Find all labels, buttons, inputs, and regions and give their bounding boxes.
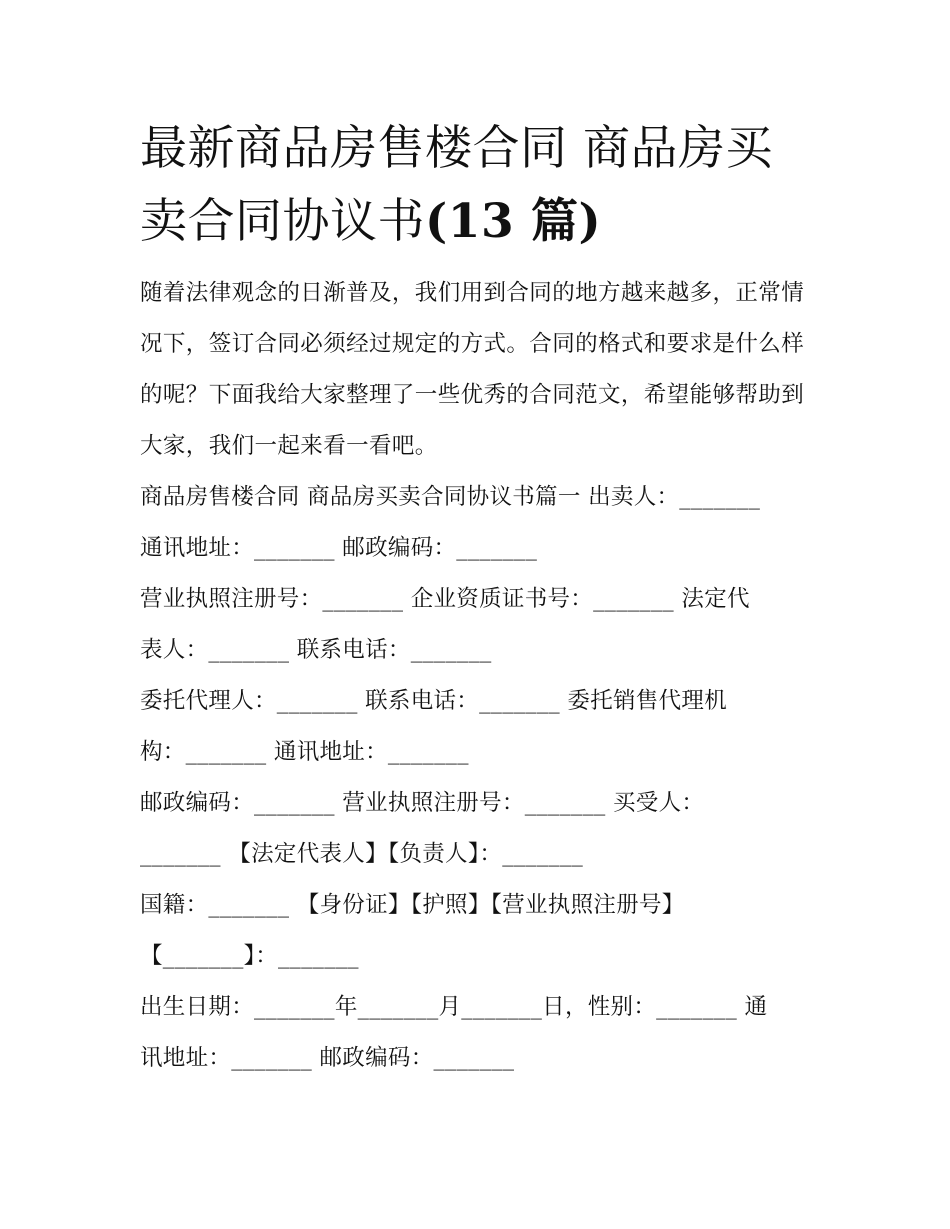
- document-page: [140, 112, 820, 1084]
- business-license-line: 营业执照注册号：_______ 企业资质证书号：_______ 法定代: [140, 586, 750, 612]
- intro-paragraph: 随着法律观念的日渐普及，我们用到合同的地方越来越多，正常情况下，签订合同必须经过规定的方式。合同的格式和要求是什么样的呢？下面我给大家整理了一些优秀的合同范文，希望能够帮助到大家，我们一起来看一看吧。: [140, 280, 805, 459]
- document-title: [140, 112, 820, 258]
- contract-fields: [140, 472, 820, 1084]
- agent-line: 委托代理人：_______ 联系电话：_______ 委托销售代理机: [140, 688, 728, 714]
- birth-date-line: 出生日期：_______年_______月_______日，性别：_______ 通: [140, 994, 768, 1020]
- buyer-rep-line: _______ 【法定代表人】【负责人】：_______: [140, 841, 584, 867]
- title-count: (13 篇): [425, 194, 602, 249]
- buyer-line: 邮政编码：_______ 营业执照注册号：_______ 买受人：: [140, 790, 705, 816]
- buyer-address-line: 讯地址：_______ 邮政编码：_______: [140, 1045, 515, 1071]
- seller-address-line: 通讯地址：_______ 邮政编码：_______: [140, 535, 538, 561]
- nationality-line: 国籍：_______ 【身份证】【护照】【营业执照注册号】: [140, 892, 685, 918]
- agency-address-line: 构：_______ 通讯地址：_______: [140, 739, 469, 765]
- id-number-line: 【_______】：_______: [140, 943, 359, 969]
- title-line-1: 最新商品房售楼合同 商品房买: [140, 121, 773, 176]
- title-line-2: 卖合同协议书: [140, 194, 425, 249]
- seller-line: 商品房售楼合同 商品房买卖合同协议书篇一 出卖人：_______: [140, 484, 761, 510]
- legal-rep-line: 表人：_______ 联系电话：_______: [140, 637, 492, 663]
